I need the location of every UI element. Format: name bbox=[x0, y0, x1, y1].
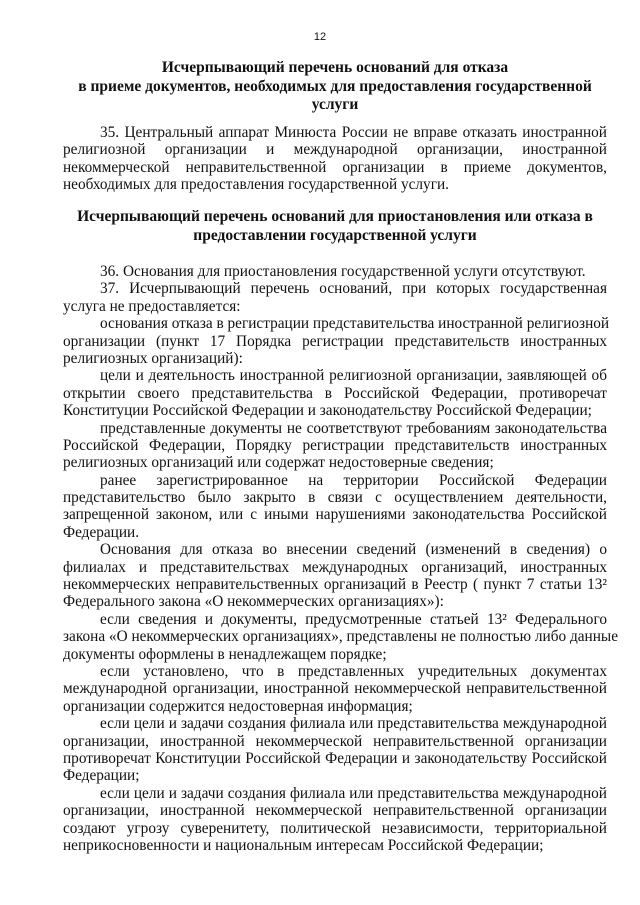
text-line: создают угрозу суверенитету, политической независимости, территориальной bbox=[63, 819, 607, 837]
text-line: организации содержится недостоверная информация; bbox=[63, 697, 413, 715]
heading-line: Исчерпывающий перечень оснований для приостановления или отказа в bbox=[77, 208, 593, 225]
text-line: если цели и задачи создания филиала или представительства международной bbox=[100, 715, 607, 733]
paragraph bbox=[63, 663, 607, 715]
text-line: услуга не предоставляется: bbox=[63, 297, 241, 315]
paragraphs-36-37 bbox=[63, 263, 618, 854]
text-line: Основания для отказа во внесении сведений (изменений в сведения) о bbox=[100, 541, 607, 559]
text-line: Федерации. bbox=[63, 523, 140, 541]
paragraph bbox=[63, 280, 607, 315]
text-line: Федерации; bbox=[63, 767, 140, 785]
paragraph bbox=[63, 541, 607, 611]
text-line: основания отказа в регистрации представительства иностранной религиозной bbox=[100, 315, 610, 333]
heading-line: услуги bbox=[311, 96, 359, 113]
text-line: неприкосновенности и национальным интересам Российской Федерации; bbox=[63, 836, 544, 854]
text-line: организации, иностранной некоммерческой неправительственной организации bbox=[63, 732, 607, 750]
text-line: закона «О некоммерческих организациях», представлены не полностью либо данные bbox=[63, 628, 618, 646]
text-line: противоречат Конституции Российской Федерации и законодательству Российской bbox=[63, 749, 607, 767]
text-line: организации, иностранной некоммерческой неправительственной организации bbox=[63, 802, 607, 820]
text-line: необходимых для предоставления государственной услуги. bbox=[63, 176, 449, 194]
section-heading-refusal-documents bbox=[62, 59, 608, 115]
paragraph bbox=[63, 715, 607, 785]
text-line: некоммерческих неправительственных организаций в Реестр ( пункт 7 статьи 13² bbox=[63, 576, 607, 594]
heading-line: в приеме документов, необходимых для предоставления государственной bbox=[78, 77, 592, 95]
text-line: если сведения и документы, предусмотренные статьей 13² Федерального bbox=[100, 610, 607, 628]
text-line: 36. Основания для приостановления государственной услуги отсутствуют. bbox=[100, 263, 586, 280]
text-line: документы оформлены в ненадлежащем порядке; bbox=[63, 645, 387, 663]
text-line: Конституции Российской Федерации и законодательству Российской Федерации; bbox=[63, 402, 592, 420]
text-line: цели и деятельность иностранной религиозной организации, заявляющей об bbox=[100, 367, 607, 385]
paragraph bbox=[63, 472, 607, 542]
paragraph bbox=[63, 263, 607, 280]
text-line: филиалах и представительствах международных организаций, иностранных bbox=[63, 558, 607, 576]
page-number: 12 bbox=[313, 31, 327, 43]
paragraph bbox=[63, 367, 607, 419]
text-line: представительство было закрыто в связи с осуществлением деятельности, bbox=[63, 489, 607, 507]
paragraph bbox=[63, 315, 610, 367]
text-line: некоммерческой неправительственной организации в приеме документов, bbox=[63, 158, 607, 176]
text-line: международной организации, иностранной некоммерческой неправительственной bbox=[63, 680, 607, 698]
paragraph bbox=[63, 610, 618, 663]
text-line: если цели и задачи создания филиала или представительства международной bbox=[100, 784, 607, 802]
text-line: религиозной организации и международной организации, иностранной bbox=[63, 141, 607, 159]
text-line: 37. Исчерпывающий перечень оснований, при которых государственная bbox=[100, 280, 607, 298]
paragraph-35 bbox=[63, 124, 607, 194]
section-heading-suspension-refusal bbox=[62, 208, 608, 245]
text-line: запрещенной законом, или с иными нарушениями законодательства Российской bbox=[63, 506, 607, 524]
text-line: представленные документы не соответствуют требованиям законодательства bbox=[100, 419, 607, 437]
paragraph bbox=[63, 420, 607, 472]
heading-line: предоставлении государственной услуги bbox=[193, 226, 477, 244]
text-line: 35. Центральный аппарат Минюста России не вправе отказать иностранной bbox=[100, 124, 607, 141]
text-line: Федерального закона «О некоммерческих организациях»): bbox=[63, 593, 444, 611]
text-line: если установлено, что в представленных учредительных документах bbox=[100, 662, 607, 680]
text-line: открытии своего представительства в Российской Федерации, противоречат bbox=[63, 384, 607, 402]
heading-line: Исчерпывающий перечень оснований для отказа bbox=[161, 59, 509, 76]
text-line: религиозных организаций или содержат недостоверные сведения; bbox=[63, 454, 494, 472]
text-line: ранее зарегистрированное на территории Российской Федерации bbox=[100, 471, 607, 489]
text-line: религиозных организаций): bbox=[63, 349, 243, 367]
paragraph bbox=[63, 124, 607, 194]
text-line: Российской Федерации, Порядку регистрации представительств иностранных bbox=[63, 436, 607, 454]
text-line: организации (пункт 17 Порядка регистрации представительств иностранных bbox=[63, 332, 607, 350]
paragraph bbox=[63, 785, 607, 855]
